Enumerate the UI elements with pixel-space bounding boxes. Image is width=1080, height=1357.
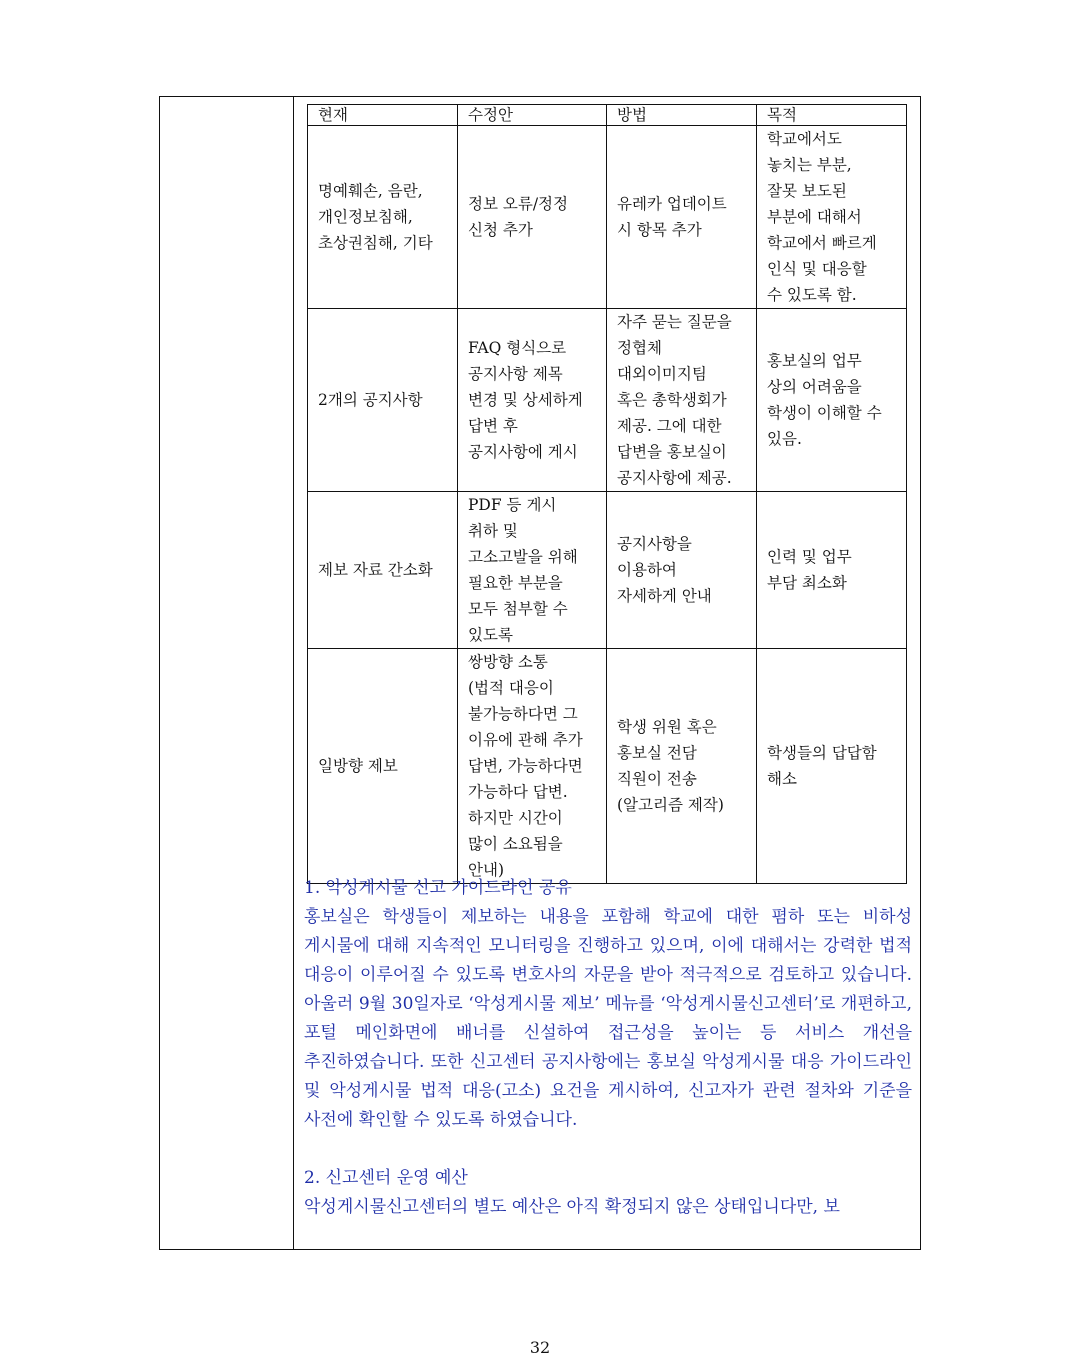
cell-proposal: 정보 오류/정정 신청 추가: [458, 126, 607, 309]
section-1-body: 홍보실은 학생들이 제보하는 내용을 포함해 학교에 대한 폄하 또는 비하성 게시물에 대해 지속적인 모니터링을 진행하고 있으며, 이에 대해서는 강력한 법적 대응이 이루어질 수 있도록 변호사의 자문을 받아 적극적으로 검토하고 있습니다. 아울러 9월 30일자로 ‘악성게시물 제보’ 메뉴를 ‘악성게시물신고센터’로 개편하고, 포털 메인화면에 배너를 신설하여 접근성을 높이는 등 서비스 개선을 추진하였습니다. 또한 신고센터 공지사항에는 홍보실 악성게시물 대응 가이드라인 및 악성게시물 법적 대응(고소) 요건을 게시하여, 신고자가 관련 절차와 기준을 사전에 확인할 수 있도록 하였습니다.: [304, 907, 912, 1130]
cell-purpose: 학교에서도 놓치는 부분, 잘못 보도된 부분에 대해서 학교에서 빠르게 인식 및 대응할 수 있도록 함.: [757, 126, 907, 309]
cell-purpose: 인력 및 업무 부담 최소화: [757, 492, 907, 649]
cell-proposal: FAQ 형식으로 공지사항 제목 변경 및 상세하게 답변 후 공지사항에 게시: [458, 309, 607, 492]
table-row: [308, 649, 907, 884]
cell-current: 제보 자료 간소화: [308, 492, 458, 649]
cell-method: 학생 위원 혹은 홍보실 전담 직원이 전송 (알고리즘 제작): [607, 649, 757, 884]
header-current: 현재: [308, 105, 458, 126]
cell-proposal: 쌍방향 소통 (법적 대응이 불가능하다면 그 이유에 관해 추가 답변, 가능하다면 가능하다 답변. 하지만 시간이 많이 소요됨을 안내): [458, 649, 607, 884]
header-purpose: 목적: [757, 105, 907, 126]
cell-method: 공지사항을 이용하여 자세하게 안내: [607, 492, 757, 649]
table-row: [308, 492, 907, 649]
section-2-body: 악성게시물신고센터의 별도 예산은 아직 확정되지 않은 상태입니다만, 보: [304, 1197, 840, 1217]
outer-column-divider: [293, 96, 294, 1250]
cell-method: 유레카 업데이트 시 항목 추가: [607, 126, 757, 309]
cell-proposal: PDF 등 게시 취하 및 고소고발을 위해 필요한 부분을 모두 첨부할 수 있도록: [458, 492, 607, 649]
table-header-row: [308, 105, 907, 126]
proposal-table: [307, 104, 907, 884]
table-row: [308, 309, 907, 492]
header-proposal: 수정안: [458, 105, 607, 126]
cell-method: 자주 묻는 질문을 정협체 대외이미지팀 혹은 총학생회가 제공. 그에 대한 답변을 홍보실이 공지사항에 제공.: [607, 309, 757, 492]
section-gap: [304, 1135, 912, 1164]
table-row: [308, 126, 907, 309]
response-text: [304, 874, 912, 1222]
cell-current: 일방향 제보: [308, 649, 458, 884]
header-method: 방법: [607, 105, 757, 126]
cell-purpose: 홍보실의 업무 상의 어려움을 학생이 이해할 수 있음.: [757, 309, 907, 492]
page-number: 32: [529, 1338, 551, 1357]
cell-current: 2개의 공지사항: [308, 309, 458, 492]
section-2-title: 2. 신고센터 운영 예산: [304, 1168, 468, 1188]
section-1-title: 1. 악성게시물 신고 가이드라인 공유: [304, 878, 572, 898]
cell-current: 명예훼손, 음란, 개인정보침해, 초상권침해, 기타: [308, 126, 458, 309]
cell-purpose: 학생들의 답답함 해소: [757, 649, 907, 884]
